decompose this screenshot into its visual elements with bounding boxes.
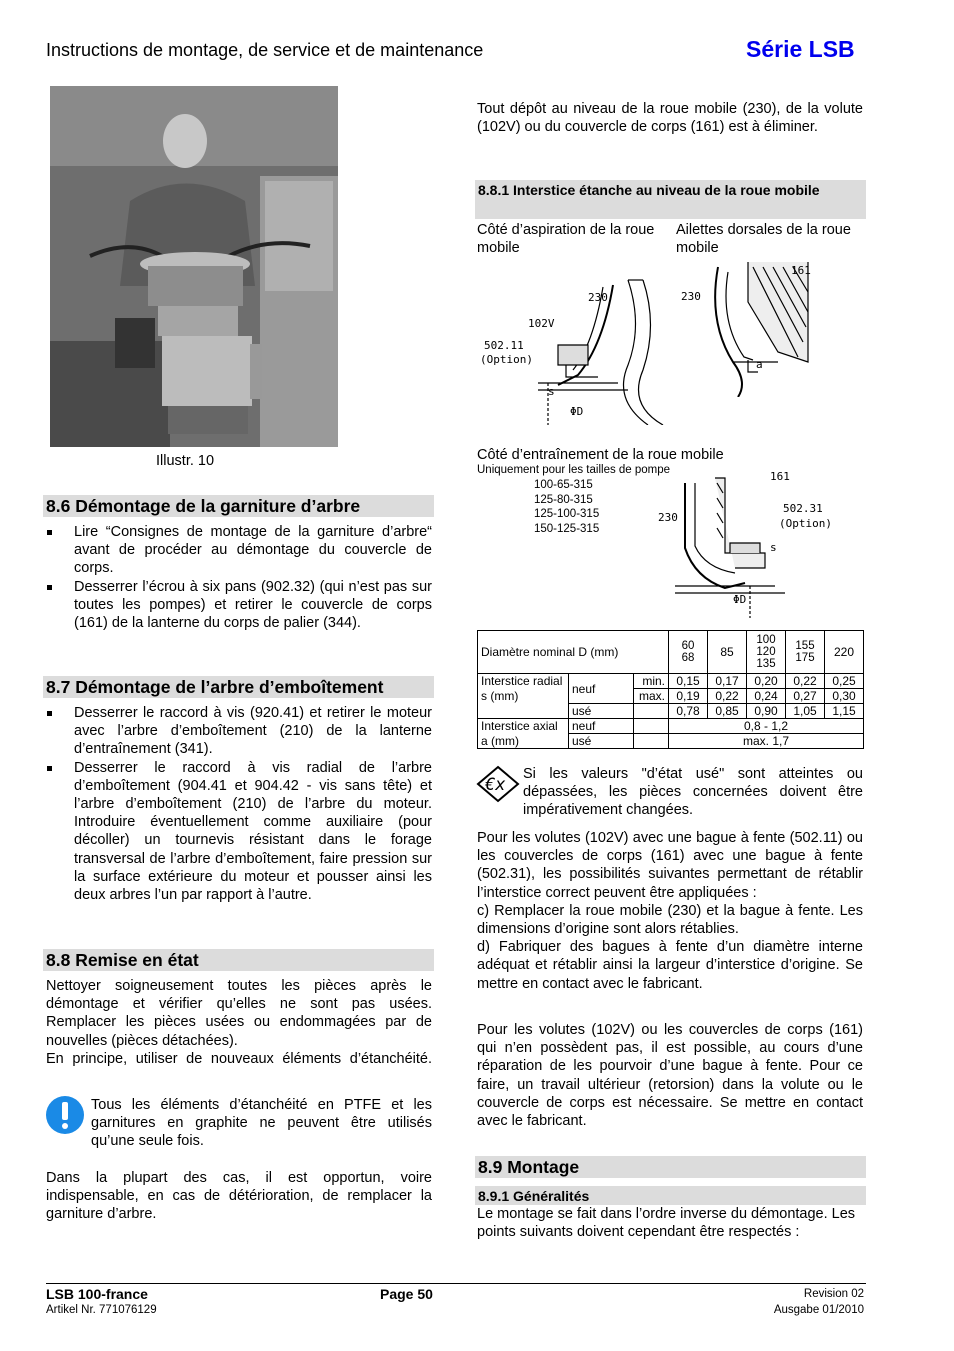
label-102v: 102V	[528, 317, 555, 330]
section-8-8-title: 8.8 Remise en état	[43, 949, 434, 971]
row-label: max.	[634, 689, 669, 704]
ex-note-text: Si les valeurs "d’état usé" sont atteintes ou dépassées, les pièces concernées doivent être impérativement changées.	[523, 766, 863, 819]
table-cell: 0,30	[825, 689, 864, 704]
row-label: usé	[569, 704, 634, 719]
table-cell: 0,22	[786, 674, 825, 689]
paragraph: En principe, utiliser de nouveaux éléments d’étanchéité.	[46, 1050, 432, 1067]
table-cell: 0,20	[747, 674, 786, 689]
label-s: s	[548, 385, 555, 398]
footer-divider	[46, 1283, 866, 1284]
section-8-9-1-title: 8.9.1 Généralités	[475, 1186, 866, 1205]
svg-text:€x: €x	[485, 775, 506, 795]
back-vanes-label: Ailettes dorsales de la roue mobile	[676, 222, 851, 257]
figure-drive-side	[655, 468, 845, 618]
section-8-6-title: 8.6 Démontage de la garniture d’arbre	[43, 495, 434, 517]
row-label: Interstice axial a (mm)	[478, 719, 569, 749]
list-item: Desserrer le raccord à vis (920.41) et retirer le moteur avec l’arbre d’emboîtement (210) de la lanterne d’entraînement (341).	[45, 704, 432, 759]
pump-size: 125-100-315	[534, 508, 600, 520]
photo-drawing	[50, 86, 338, 447]
paragraph: d) Fabriquer des bagues à fente d’un diamètre interne adéquat et rétablir ainsi la largeur d’interstice d’origine. Se mettre en contact avec le fabricant.	[477, 939, 863, 992]
label-option: (Option)	[480, 353, 533, 366]
label-161: 161	[791, 264, 811, 277]
label-161: 161	[770, 470, 790, 483]
paragraph: Pour les volutes (102V) ou les couvercles de corps (161) qui n’en possèdent pas, il est possible, au cours d’une réparation de les pourvoir d’une bague à fente. Pour ce faire, un travail ultérieur (retorsion) dans la volute ou le couvercle de corps est nécessaire. Se mettre en contact avec le fabricant.	[477, 1022, 863, 1130]
row-label: usé	[569, 734, 634, 749]
header-cell: 220	[825, 631, 864, 674]
table-row	[478, 674, 864, 689]
footer-artikel: Artikel Nr. 771076129	[46, 1304, 157, 1316]
header-cell: Diamètre nominal D (mm)	[478, 631, 669, 674]
label-phid: ΦD	[570, 405, 584, 418]
pump-size: 125-80-315	[534, 493, 593, 506]
footer-page: Page 50	[380, 1286, 433, 1302]
footer-ausgabe: Ausgabe 01/2010	[773, 1304, 864, 1316]
header-cell: 85	[708, 631, 747, 674]
table-header-row	[478, 631, 864, 674]
table-cell: 0,78	[669, 704, 708, 719]
header-title: Instructions de montage, de service et de maintenance	[46, 40, 484, 60]
drive-side-label: Côté d’entraînement de la roue mobile	[477, 447, 724, 463]
table-cell: 0,85	[708, 704, 747, 719]
table-cell: 0,27	[786, 689, 825, 704]
ex-explosion-icon	[476, 765, 520, 803]
row-label: neuf	[569, 674, 634, 704]
section-8-7-list	[45, 704, 432, 904]
label-230: 230	[658, 511, 678, 524]
label-502-11: 502.11	[484, 339, 524, 352]
list-item: Lire “Consignes de montage de la garniture d’arbre“ avant de procéder au démontage du couvercle de corps.	[45, 523, 432, 578]
table-cell: 0,17	[708, 674, 747, 689]
row-label: Interstice radial s (mm)	[478, 674, 569, 719]
intro-paragraph: Tout dépôt au niveau de la roue mobile (230), de la volute (102V) ou du couvercle de corps (161) est à éliminer.	[477, 101, 863, 136]
figure-back-vanes	[678, 262, 818, 397]
row-label: min.	[634, 674, 669, 689]
section-8-8-body	[46, 977, 432, 1068]
paragraph: Dans la plupart des cas, il est opportun, voire indispensable, en cas de détérioration, de remplacer la garniture d’arbre.	[46, 1170, 432, 1223]
footer-doc: LSB 100-france	[46, 1286, 148, 1302]
header-cell: 155 175	[786, 631, 825, 674]
empty-cell	[634, 734, 669, 749]
empty-cell	[634, 704, 669, 719]
table-cell: 0,90	[747, 704, 786, 719]
table-cell: 0,24	[747, 689, 786, 704]
table-cell: 0,8 - 1,2	[669, 719, 864, 734]
paragraph: Nettoyer soigneusement toutes les pièces après le démontage et vérifier qu’elles ne sont pas usées. Remplacer les pièces usées ou endommagées par de nouvelles (pièces détachées).	[46, 978, 432, 1049]
note-text: Tous les éléments d’étanchéité en PTFE et les garnitures en graphite ne peuvent être utilisés qu’une seule fois.	[91, 1097, 432, 1150]
label-502-31: 502.31	[783, 502, 823, 515]
paragraph: c) Remplacer la roue mobile (230) et la bague à fente. Les dimensions d’origine sont alors rétablies.	[477, 902, 863, 938]
footer-revision: Revision 02	[803, 1288, 864, 1300]
label-a: a	[756, 358, 763, 371]
empty-cell	[634, 719, 669, 734]
section-8-6-list	[45, 523, 432, 632]
table-cell: 0,22	[708, 689, 747, 704]
photo-illustration	[50, 86, 338, 447]
label-phid: ΦD	[733, 593, 747, 606]
table-cell: 0,15	[669, 674, 708, 689]
section-8-7-title: 8.7 Démontage de l’arbre d’emboîtement	[43, 676, 434, 698]
table-row	[478, 719, 864, 734]
pump-size: 150-125-315	[534, 522, 600, 535]
header-series: Série LSB	[746, 36, 855, 62]
section-8-8-1-title: 8.8.1 Interstice étanche au niveau de la roue mobile	[475, 180, 866, 219]
label-option: (Option)	[779, 517, 832, 530]
paragraph: Le montage se fait dans l’ordre inverse du démontage. Les points suivants doivent cependant être respectés :	[477, 1206, 856, 1241]
table-cell: 0,19	[669, 689, 708, 704]
label-s: s	[770, 541, 777, 554]
warning-icon	[46, 1096, 84, 1134]
label-230: 230	[681, 290, 701, 303]
gap-table	[477, 630, 864, 749]
photo-caption: Illustr. 10	[156, 453, 215, 469]
table-cell: max. 1,7	[669, 734, 864, 749]
list-item: Desserrer l’écrou à six pans (902.32) (qui n’est pas sur toutes les pompes) et retirer le couvercle de corps (161) de la lanterne du corps de palier (344).	[45, 578, 432, 633]
row-label: neuf	[569, 719, 634, 734]
drive-side-note: Uniquement pour les tailles de pompe	[477, 464, 671, 476]
aspiration-label: Côté d’aspiration de la roue mobile	[477, 222, 655, 257]
pump-size-list	[534, 478, 599, 536]
figure-suction-side	[478, 265, 668, 425]
label-230: 230	[588, 291, 608, 304]
header-cell: 60 68	[669, 631, 708, 674]
paragraph: Pour les volutes (102V) avec une bague à fente (502.11) ou les couvercles de corps (161) avec une bague à fente (502.31), les possibilités suivantes permettant de rétablir l’interstice correct peuvent être appliquées :	[477, 830, 863, 901]
header-cell: 100 120 135	[747, 631, 786, 674]
table-cell: 1,15	[825, 704, 864, 719]
pump-size: 100-65-315	[534, 479, 593, 491]
repair-text	[477, 829, 863, 993]
table-cell: 1,05	[786, 704, 825, 719]
section-8-9-title: 8.9 Montage	[475, 1156, 866, 1178]
list-item: Desserrer le raccord à vis radial de l’arbre d’emboîtement (904.41 et 904.42 - vis sans tête) et l’arbre d’emboîtement (210) de l’arbre du moteur. Introduire éventuellement comme auxiliaire (pour décoller) un tournevis résistant dans le forage transversal de l’arbre d’emboîtement, faire pression sur la surface extérieure du moteur et pousser ainsi les deux arbres l’un par rapport à l’autre.	[45, 759, 432, 905]
table-cell: 0,25	[825, 674, 864, 689]
